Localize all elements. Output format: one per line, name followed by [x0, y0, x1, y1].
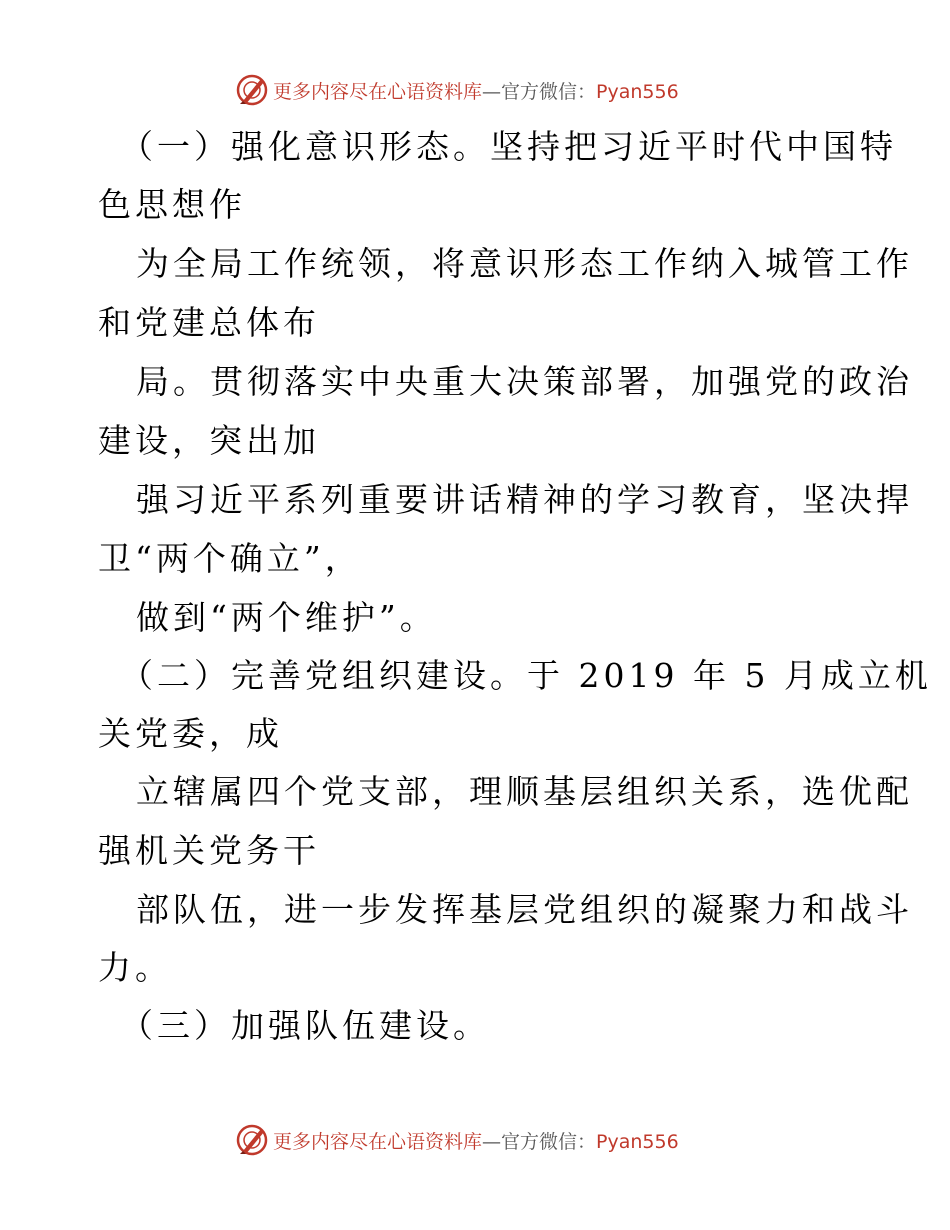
pen-logo-icon [235, 73, 269, 107]
paragraph-line: （三）加强队伍建设。 [120, 1006, 490, 1045]
paragraph-line: （一）强化意识形态。坚持把习近平时代中国特 [120, 127, 897, 166]
watermark-label: —官方微信： [482, 1130, 597, 1153]
watermark-site: 更多内容尽在心语资料库 [273, 80, 483, 103]
watermark-wechat-id: Pyan556 [596, 1130, 679, 1153]
paragraph-line: 为全局工作统领，将意识形态工作纳入城管工作 [136, 244, 913, 283]
paragraph-line: 和党建总体布 [98, 303, 320, 342]
watermark-text [273, 1127, 679, 1154]
paragraph-line: 卫“两个确立”， [98, 539, 362, 578]
paragraph-line: 强机关党务干 [98, 831, 320, 870]
paragraph-line: 立辖属四个党支部，理顺基层组织关系，选优配 [136, 772, 913, 811]
paragraph-line: 关党委，成 [98, 714, 283, 753]
paragraph-line: 强习近平系列重要讲话精神的学习教育，坚决捍 [136, 480, 913, 519]
watermark-wechat-id: Pyan556 [596, 80, 679, 103]
header-watermark [235, 70, 755, 110]
pen-logo-icon [235, 1123, 269, 1157]
paragraph-line: 力。 [98, 948, 172, 987]
watermark-text [273, 77, 679, 104]
paragraph-line: 色思想作 [98, 185, 246, 224]
paragraph-line: 做到“两个维护”。 [136, 598, 437, 637]
watermark-label: —官方微信： [482, 80, 597, 103]
paragraph-line: （二）完善党组织建设。于 2019 年 5 月成立机 [120, 656, 932, 695]
paragraph-line: 建设，突出加 [98, 421, 320, 460]
paragraph-line: 局。贯彻落实中央重大决策部署，加强党的政治 [136, 362, 913, 401]
watermark-site: 更多内容尽在心语资料库 [273, 1130, 483, 1153]
paragraph-line: 部队伍，进一步发挥基层党组织的凝聚力和战斗 [136, 890, 913, 929]
footer-watermark [235, 1120, 755, 1160]
